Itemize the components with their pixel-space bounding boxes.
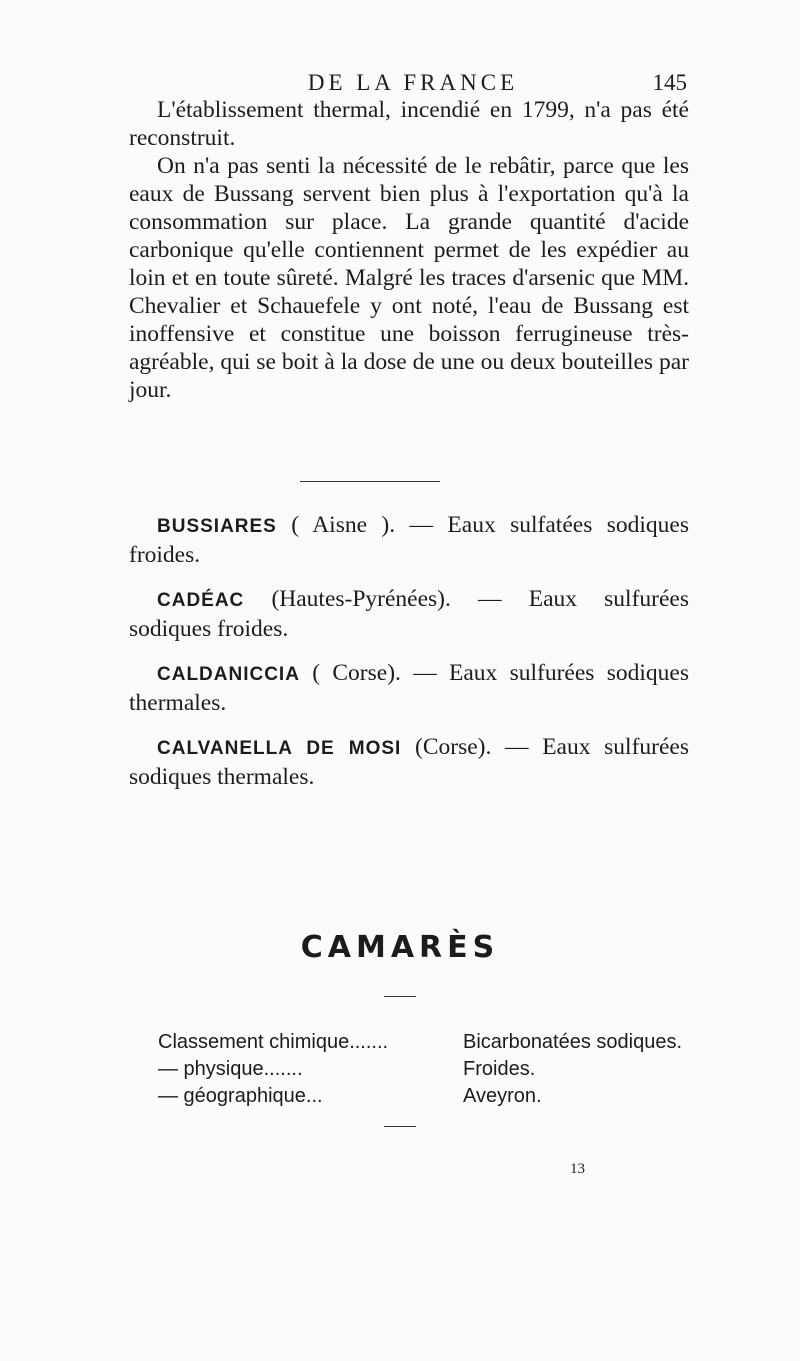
body-text bbox=[129, 96, 689, 404]
spring-description: (Corse). — Eaux sulfurées sodiques thermales. bbox=[129, 734, 689, 790]
spring-description: ( Corse). — Eaux sulfurées sodiques thermales. bbox=[129, 660, 689, 716]
spring-name: CALDANICCIA bbox=[157, 664, 300, 685]
classification-value: Froides. bbox=[463, 1058, 536, 1080]
classification-table bbox=[158, 1029, 718, 1110]
spring-entry bbox=[129, 659, 689, 717]
spring-name: BUSSIARES bbox=[157, 516, 277, 537]
classification-row bbox=[158, 1083, 718, 1110]
classification-value: Aveyron. bbox=[463, 1085, 542, 1107]
spring-entry bbox=[129, 511, 689, 569]
running-title: DE LA FRANCE bbox=[307, 70, 519, 95]
spring-entry bbox=[129, 733, 689, 791]
classification-value: Bicarbonatées sodiques. bbox=[463, 1031, 683, 1053]
spring-entries bbox=[129, 511, 689, 807]
classification-row bbox=[158, 1029, 718, 1056]
spring-entry bbox=[129, 585, 689, 643]
bottom-divider bbox=[384, 1126, 416, 1127]
paragraph: L'établissement thermal, incendié en 1799, n'a pas été reconstruit. bbox=[129, 97, 689, 151]
paragraph: On n'a pas senti la nécessité de le rebâtir, parce que les eaux de Bussang servent bien plus à l'exportation qu'à la consommation sur place. La grande quantité d'acide carbonique qu'elle contiennent permet de les expédier au loin et en toute sûreté. Malgré les traces d'arsenic que MM. Chevalier et Schauefele y ont noté, l'eau de Bussang est inoffensive et constitue une boisson ferrugineuse très-agréable, qui se boit à la dose de une ou deux bouteilles par jour. bbox=[129, 153, 689, 403]
title-divider bbox=[384, 996, 416, 997]
spring-description: ( Aisne ). — Eaux sulfatées sodiques froides. bbox=[129, 512, 689, 568]
page-number: 145 bbox=[652, 70, 687, 95]
spring-name: CADÉAC bbox=[157, 590, 245, 611]
section-title: CAMARÈS bbox=[300, 930, 500, 965]
signature-mark: 13 bbox=[570, 1161, 585, 1177]
spring-name: CALVANELLA DE MOSI bbox=[157, 738, 402, 759]
section-divider bbox=[300, 481, 440, 482]
classification-label: — physique....... bbox=[158, 1058, 303, 1080]
classification-row bbox=[158, 1056, 718, 1083]
classification-label: Classement chimique....... bbox=[158, 1031, 389, 1053]
classification-label: — géographique... bbox=[158, 1085, 323, 1107]
spring-description: (Hautes-Pyrénées). — Eaux sulfurées sodiques froides. bbox=[129, 586, 689, 642]
